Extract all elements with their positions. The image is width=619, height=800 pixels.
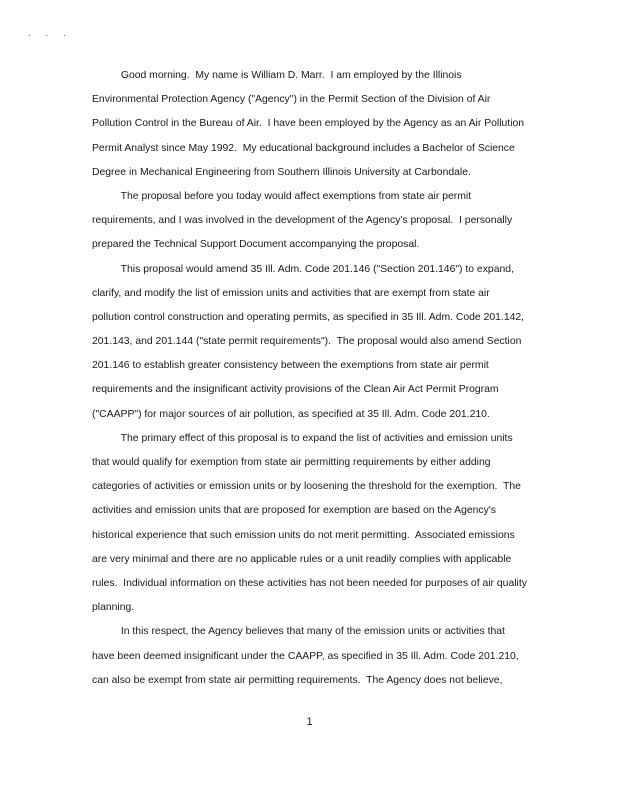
text-line: Good morning. My name is William D. Marr. I am employed by the Illinois [92,70,462,81]
text-line: 201.143, and 201.144 ("state permit requirements"). The proposal would also amend Section [92,336,522,348]
text-line: The proposal before you today would affect exemptions from state air permit [92,190,472,202]
text-line: requirements and the insignificant activity provisions of the Clean Air Act Permit Program [92,384,499,396]
text-line: Permit Analyst since May 1992. My educational background includes a Bachelor of Science [92,142,515,154]
text-line: The primary effect of this proposal is to expand the list of activities and emission units [92,432,513,444]
text-line: pollution control construction and operating permits, as specified in 35 Ill. Adm. Code 201.142, [92,311,525,323]
text-line: ("CAAPP") for major sources of air pollution, as specified at 35 Ill. Adm. Code 201.210. [92,408,490,420]
text-line: 201.146 to establish greater consistency between the exemptions from state air permit [92,360,489,372]
text-line: are very minimal and there are no applicable rules or a unit readily complies with applicable [92,553,512,565]
text-line: Pollution Control in the Bureau of Air. I have been employed by the Agency as an Air Pollution [92,118,525,130]
text-line: In this respect, the Agency believes that many of the emission units or activities that [92,626,505,638]
text-line: prepared the Technical Support Document accompanying the proposal. [92,239,420,251]
text-line: planning. [92,602,135,614]
text-line: have been deemed insignificant under the CAAPP, as specified in 35 Ill. Adm. Code 201.210, [92,650,519,662]
text-line: historical experience that such emission units do not merit permitting. Associated emissions [92,529,515,541]
text-line: requirements, and I was involved in the development of the Agency's proposal. I personally [92,215,513,227]
paragraph-primary-effect [92,427,532,621]
paragraph-introduction [92,64,532,185]
text-line: This proposal would amend 35 Ill. Adm. Code 201.146 ("Section 201.146") to expand, [92,263,514,275]
text-line: Degree in Mechanical Engineering from Southern Illinois University at Carbondale. [92,166,471,178]
paragraph-caapp [92,620,532,693]
text-line: that would qualify for exemption from state air permitting requirements by either adding [92,457,491,468]
paragraph-proposal-role [92,185,532,258]
testimony-body [92,64,532,693]
text-line: activities and emission units that are proposed for exemption are based on the Agency's [92,505,496,517]
text-line: categories of activities or emission units or by loosening the threshold for the exemption. The [92,481,521,493]
text-line: clarify, and modify the list of emission units and activities that are exempt from state air [92,287,490,299]
text-line: can also be exempt from state air permitting requirements. The Agency does not believe, [92,674,503,686]
page-number: 1 [306,716,313,728]
scan-specks: · · · [28,30,72,40]
text-line: Environmental Protection Agency ("Agency") in the Permit Section of the Division of Air [92,94,491,106]
paragraph-amendment [92,258,532,427]
text-line: rules. Individual information on these activities has not been needed for purposes of air quality [92,577,527,589]
